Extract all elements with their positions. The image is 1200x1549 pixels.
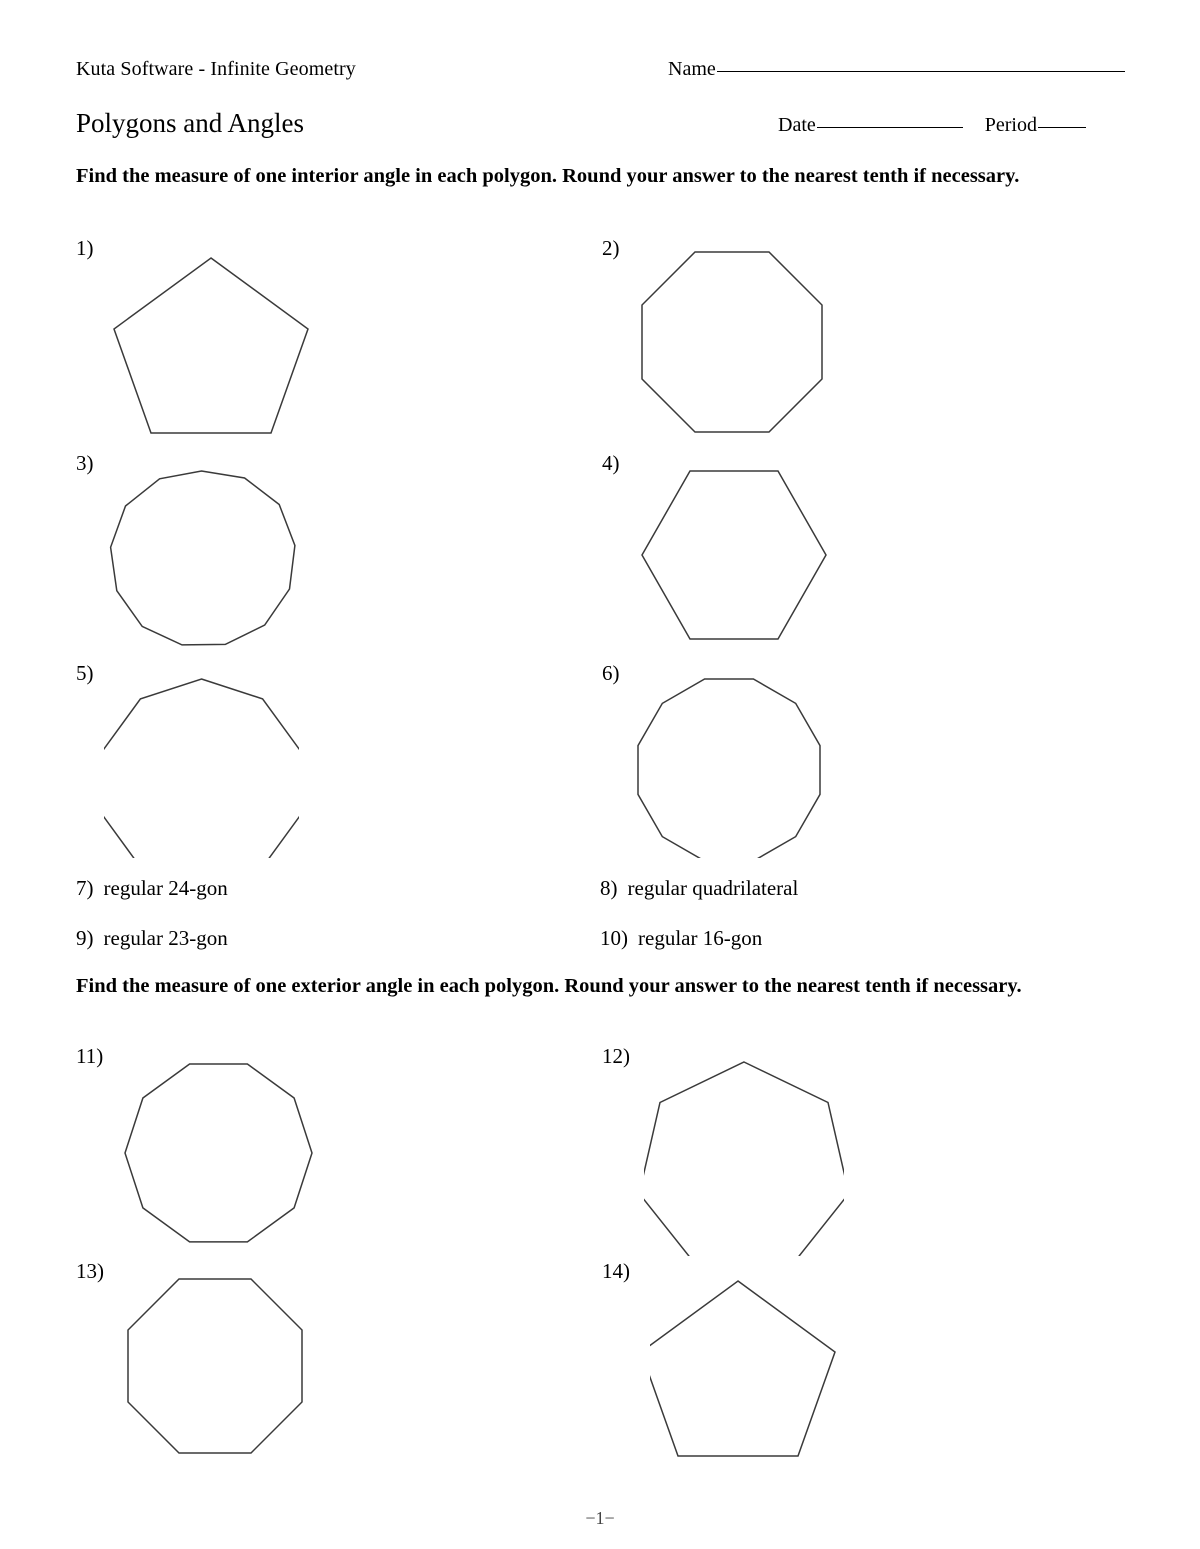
problem-10	[600, 926, 762, 951]
problem-number: 12)	[602, 1044, 630, 1068]
problem-text: regular 16-gon	[638, 926, 763, 950]
problem-number: 8)	[600, 876, 618, 900]
problem-text: regular 23-gon	[103, 926, 228, 950]
problem-5	[76, 663, 356, 863]
problem-number: 13)	[76, 1259, 104, 1283]
problem-text: regular quadrilateral	[627, 876, 799, 900]
page-title: Polygons and Angles	[76, 108, 305, 138]
name-field-group	[668, 58, 1125, 81]
problem-3	[76, 453, 356, 653]
problem-number: 10)	[600, 926, 628, 950]
page-number: −1−	[585, 1508, 615, 1528]
problem-text: regular 24-gon	[103, 876, 228, 900]
problem-number: 11)	[76, 1044, 104, 1068]
polygon-hexagon	[634, 465, 834, 645]
polygon-octagon	[118, 1273, 313, 1463]
problem-7	[76, 876, 228, 901]
problem-11	[76, 1046, 356, 1256]
polygon-nonagon	[104, 673, 299, 858]
software-line: Kuta Software - Infinite Geometry	[76, 58, 356, 80]
problem-number: 9)	[76, 926, 94, 950]
problem-8	[600, 876, 798, 901]
polygon-heptagon	[644, 1056, 844, 1256]
polygon-pentagon	[106, 250, 316, 440]
polygon-decagon	[121, 1058, 316, 1253]
date-period-group	[778, 114, 1086, 137]
name-blank-line[interactable]	[717, 71, 1125, 72]
problem-9	[76, 926, 228, 951]
problem-12	[602, 1046, 882, 1256]
problem-1	[76, 238, 356, 438]
polygon-dodecagon	[634, 673, 824, 858]
problem-number: 7)	[76, 876, 94, 900]
date-blank-line[interactable]	[817, 127, 963, 128]
problem-number: 2)	[602, 236, 620, 260]
problem-number: 14)	[602, 1259, 630, 1283]
polygon-13-gon	[104, 465, 299, 650]
instruction-interior-angles: Find the measure of one interior angle in each polygon. Round your answer to the nearest tenth if necessary.	[76, 165, 1020, 187]
problem-4	[602, 453, 882, 653]
problem-number: 6)	[602, 661, 620, 685]
period-label: Period	[984, 114, 1037, 136]
polygon-pentagon	[650, 1273, 850, 1463]
instruction-exterior-angles: Find the measure of one exterior angle in each polygon. Round your answer to the nearest tenth if necessary.	[76, 975, 1022, 997]
date-label: Date	[778, 114, 816, 136]
problem-14	[602, 1261, 902, 1471]
period-blank-line[interactable]	[1038, 127, 1086, 128]
problem-2	[602, 238, 882, 438]
name-label: Name	[668, 58, 716, 80]
problem-number: 1)	[76, 236, 94, 260]
problem-number: 3)	[76, 451, 94, 475]
problem-13	[76, 1261, 356, 1471]
problem-6	[602, 663, 882, 863]
problem-number: 5)	[76, 661, 94, 685]
problem-number: 4)	[602, 451, 620, 475]
polygon-octagon	[632, 246, 832, 436]
